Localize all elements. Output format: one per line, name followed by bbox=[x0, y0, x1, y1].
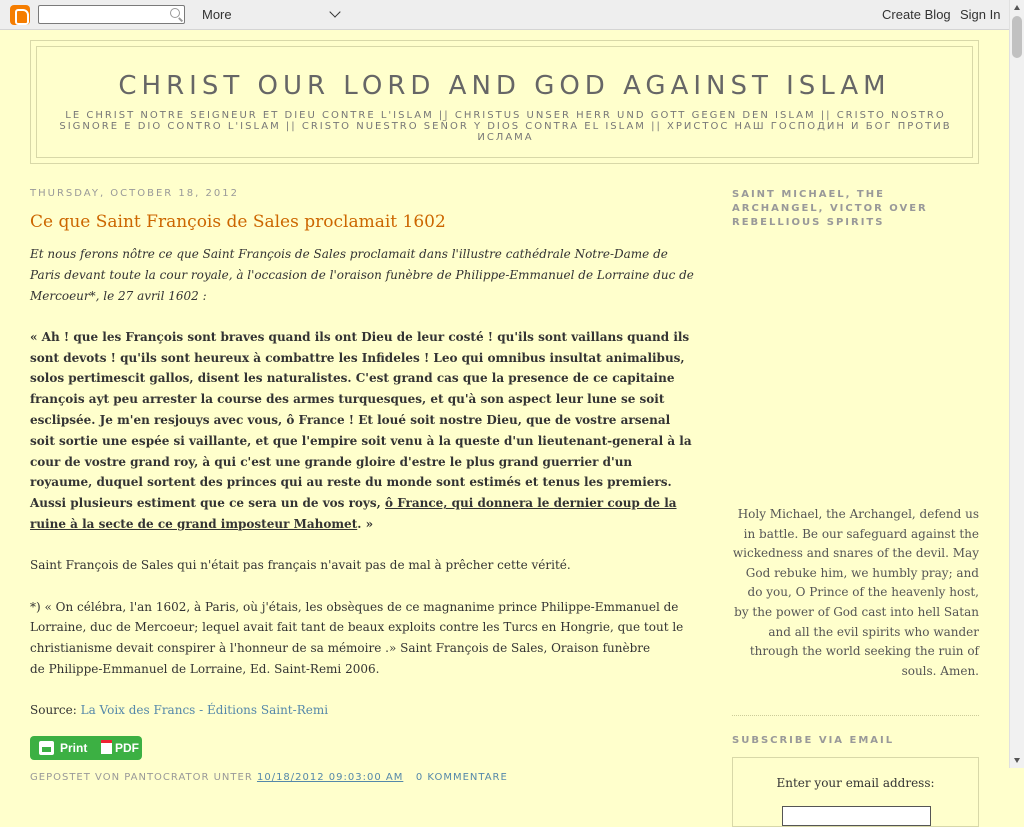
scrollbar[interactable] bbox=[1009, 0, 1024, 768]
post-body bbox=[30, 244, 695, 721]
blog-description: LE CHRIST NOTRE SEIGNEUR ET DIEU CONTRE L'ISLAM || CHRISTUS UNSER HERR UND GOTT GEGEN DEN ISLAM || CRISTO NOSTRO SIGNORE E DIO CONTRO L'ISLAM || CRISTO NUESTRO SEÑOR Y DIOS CONTRA EL ISLAM || ХРИСТОС НАШ ГОСПОДИН И БОГ ПРОТИВ ИСЛАМА bbox=[59, 110, 952, 143]
blog-header-inner bbox=[36, 46, 973, 158]
post-title[interactable]: Ce que Saint François de Sales proclamait 1602 bbox=[30, 212, 446, 232]
source-label: Source: bbox=[30, 703, 81, 718]
blog-title[interactable]: CHRIST OUR LORD AND GOD AGAINST ISLAM bbox=[118, 71, 891, 101]
print-label: Print bbox=[60, 740, 88, 755]
search-input[interactable] bbox=[38, 5, 185, 24]
post-author-line: GEPOSTET VON PANTOCRATOR UNTER bbox=[30, 771, 257, 783]
footnote-text: *) « On célébra, l'an 1602, à Paris, où j'étais, les obsèques de ce magnanime prince Philippe-Emmanuel de Lorraine, duc de Mercoeur; lequel avait fait tant de beaux exploits contre les Turcs en Hongrie, que tout le christianisme devait conspirer à l'honneur de sa mémoire .» Saint François de Sales, Oraison funèbre bbox=[30, 599, 684, 656]
create-blog-link[interactable]: Create Blog bbox=[882, 7, 951, 22]
search-icon[interactable] bbox=[170, 8, 180, 18]
printer-icon bbox=[39, 741, 54, 755]
print-pdf-button[interactable] bbox=[30, 736, 142, 760]
subscribe-form bbox=[732, 757, 979, 827]
post-source bbox=[30, 700, 695, 721]
blogger-logo-icon[interactable] bbox=[10, 5, 30, 25]
post-note: Saint François de Sales qui n'était pas français n'avait pas de mal à prêcher cette vérité. bbox=[30, 558, 571, 573]
comments-link[interactable]: 0 KOMMENTARE bbox=[415, 771, 508, 783]
michael-widget-heading: SAINT MICHAEL, THE ARCHANGEL, VICTOR OVER REBELLIOUS SPIRITS bbox=[732, 189, 928, 228]
post-intro: Et nous ferons nôtre ce que Saint François de Sales proclamait dans l'illustre cathédrale Notre-Dame de Paris devant toute la cour royale, à l'occasion de l'oraison funèbre de Philippe-Emmanuel de Lorraine duc de Mercoeur*, le 27 avril 1602 : bbox=[30, 247, 694, 303]
blogger-navbar bbox=[0, 0, 1009, 30]
scroll-down-arrow-icon[interactable] bbox=[1014, 758, 1020, 763]
post-timestamp-link[interactable]: 10/18/2012 09:03:00 AM bbox=[256, 771, 404, 783]
sidebar bbox=[732, 188, 979, 827]
email-label: Enter your email address: bbox=[776, 776, 935, 791]
michael-prayer: Holy Michael, the Archangel, defend us in battle. Be our safeguard against the wickedness and snares of the devil. May God rebuke him, we humbly pray; and do you, O Prince of the heavenly host, by the power of God cast into hell Satan and all the evil spirits who wander through the world seeking the ruin of souls. Amen. bbox=[732, 507, 979, 678]
blog-header bbox=[30, 40, 979, 164]
source-link[interactable]: La Voix des Francs - Éditions Saint-Remi bbox=[80, 703, 329, 718]
pdf-icon bbox=[101, 740, 112, 754]
footnote-text-2: de Philippe-Emmanuel de Lorraine, Ed. Saint-Remi 2006. bbox=[30, 662, 380, 677]
sidebar-divider bbox=[732, 715, 979, 716]
main-column bbox=[30, 188, 695, 783]
scrollbar-thumb[interactable] bbox=[1012, 16, 1022, 58]
sign-in-link[interactable]: Sign In bbox=[960, 7, 1001, 22]
pdf-label: PDF bbox=[115, 740, 139, 755]
email-field[interactable] bbox=[782, 806, 931, 826]
more-dropdown[interactable]: More bbox=[202, 7, 232, 22]
quote-text: « Ah ! que les François sont braves quand ils ont Dieu de leur costé ! qu'ils sont vaillans quand ils sont devots ! qu'ils sont heureux à combattre les Infideles ! Leo qui omnibus insultat animalibus, solos pertimescit gallos, disent les naturalistes. C'est grand cas que la presence de ce capitaine françois ayt peu arrester la course des armes turquesques, et qu'à son aspect leur lune se soit esclipsée. Je m'en resjouys avec vous, ô France ! Et loué soit nostre Dieu, que de vostre arsenal soit sortie une espée si vaillante, et que l'empire soit venu à la queste d'un lieutenant-general à la cour de vostre grand roy, à qui c'est une grande gloire d'estre le plus grand guerrier d'un royaume, duquel sortent des princes qui au reste du monde sont estimés et tenus les premiers. Aussi plusieurs estiment que ce sera un de vos roys, bbox=[30, 329, 692, 511]
post-footnote bbox=[30, 597, 695, 680]
chevron-down-icon[interactable] bbox=[329, 6, 340, 17]
post-footer bbox=[30, 772, 695, 783]
subscribe-heading: SUBSCRIBE VIA EMAIL bbox=[732, 735, 895, 747]
post-quote bbox=[30, 327, 695, 535]
post-date: THURSDAY, OCTOBER 18, 2012 bbox=[30, 188, 239, 199]
quote-underlined: ô France, qui donnera le dernier coup de la ruine à la secte de ce grand imposteur Mahomet bbox=[30, 496, 677, 532]
quote-end: . » bbox=[357, 517, 374, 532]
scroll-up-arrow-icon[interactable] bbox=[1014, 5, 1020, 10]
